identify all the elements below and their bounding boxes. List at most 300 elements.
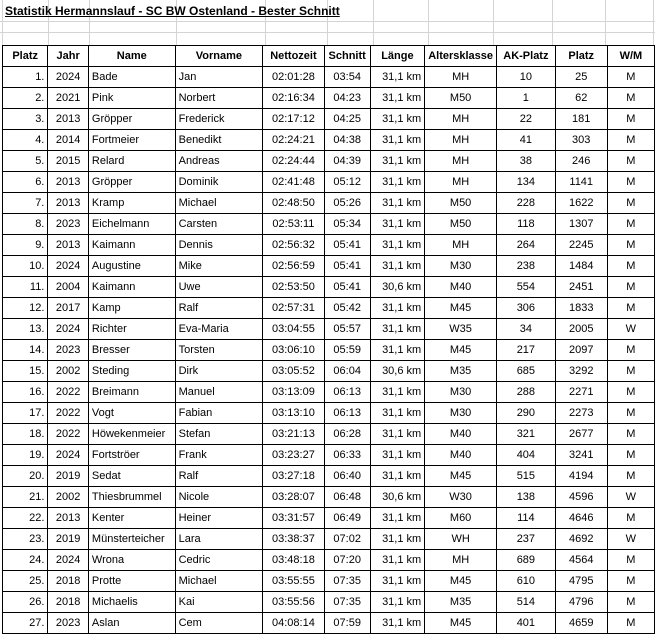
column-header-name[interactable]: Name bbox=[88, 46, 175, 67]
cell-name[interactable]: Sedat bbox=[88, 466, 175, 487]
cell-ak-platz[interactable]: 554 bbox=[497, 277, 556, 298]
cell-altersklasse[interactable]: MH bbox=[425, 130, 497, 151]
cell-name[interactable]: Pink bbox=[88, 88, 175, 109]
cell-geschlecht[interactable]: W bbox=[607, 487, 654, 508]
cell-nettozeit[interactable]: 02:48:50 bbox=[263, 193, 325, 214]
cell-name[interactable]: Richter bbox=[88, 319, 175, 340]
cell-jahr[interactable]: 2002 bbox=[48, 361, 89, 382]
cell-nettozeit[interactable]: 02:56:59 bbox=[263, 256, 325, 277]
cell-platz[interactable]: 17. bbox=[3, 403, 48, 424]
cell-geschlecht[interactable]: M bbox=[607, 361, 654, 382]
cell-jahr[interactable]: 2013 bbox=[48, 109, 89, 130]
cell-ak-platz[interactable]: 689 bbox=[497, 550, 556, 571]
cell-jahr[interactable]: 2013 bbox=[48, 235, 89, 256]
cell-jahr[interactable]: 2018 bbox=[48, 571, 89, 592]
cell-nettozeit[interactable]: 03:05:52 bbox=[263, 361, 325, 382]
cell-name[interactable]: Fortströer bbox=[88, 445, 175, 466]
cell-vorname[interactable]: Cedric bbox=[175, 550, 263, 571]
cell-jahr[interactable]: 2022 bbox=[48, 403, 89, 424]
cell-schnitt[interactable]: 05:41 bbox=[324, 235, 370, 256]
cell-gesamt-platz[interactable]: 3241 bbox=[555, 445, 607, 466]
cell-platz[interactable]: 6. bbox=[3, 172, 48, 193]
cell-altersklasse[interactable]: M45 bbox=[425, 613, 497, 634]
cell-ak-platz[interactable]: 228 bbox=[497, 193, 556, 214]
cell-nettozeit[interactable]: 02:53:11 bbox=[263, 214, 325, 235]
cell-geschlecht[interactable]: M bbox=[607, 508, 654, 529]
cell-altersklasse[interactable]: M50 bbox=[425, 88, 497, 109]
cell-platz[interactable]: 22. bbox=[3, 508, 48, 529]
cell-name[interactable]: Protte bbox=[88, 571, 175, 592]
cell-platz[interactable]: 8. bbox=[3, 214, 48, 235]
cell-geschlecht[interactable]: M bbox=[607, 172, 654, 193]
cell-laenge[interactable]: 31,1 km bbox=[370, 613, 425, 634]
cell-platz[interactable]: 27. bbox=[3, 613, 48, 634]
cell-gesamt-platz[interactable]: 1833 bbox=[555, 298, 607, 319]
cell-laenge[interactable]: 31,1 km bbox=[370, 319, 425, 340]
cell-altersklasse[interactable]: W30 bbox=[425, 487, 497, 508]
cell-laenge[interactable]: 31,1 km bbox=[370, 382, 425, 403]
cell-jahr[interactable]: 2023 bbox=[48, 214, 89, 235]
cell-platz[interactable]: 12. bbox=[3, 298, 48, 319]
cell-nettozeit[interactable]: 02:56:32 bbox=[263, 235, 325, 256]
cell-laenge[interactable]: 31,1 km bbox=[370, 298, 425, 319]
cell-ak-platz[interactable]: 38 bbox=[497, 151, 556, 172]
cell-vorname[interactable]: Manuel bbox=[175, 382, 263, 403]
cell-jahr[interactable]: 2024 bbox=[48, 319, 89, 340]
cell-name[interactable]: Kaimann bbox=[88, 235, 175, 256]
cell-ak-platz[interactable]: 515 bbox=[497, 466, 556, 487]
cell-ak-platz[interactable]: 514 bbox=[497, 592, 556, 613]
cell-schnitt[interactable]: 03:54 bbox=[324, 67, 370, 88]
cell-vorname[interactable]: Jan bbox=[175, 67, 263, 88]
cell-ak-platz[interactable]: 217 bbox=[497, 340, 556, 361]
cell-altersklasse[interactable]: M50 bbox=[425, 193, 497, 214]
cell-gesamt-platz[interactable]: 303 bbox=[555, 130, 607, 151]
cell-jahr[interactable]: 2013 bbox=[48, 193, 89, 214]
cell-ak-platz[interactable]: 401 bbox=[497, 613, 556, 634]
cell-altersklasse[interactable]: MH bbox=[425, 235, 497, 256]
cell-vorname[interactable]: Norbert bbox=[175, 88, 263, 109]
cell-platz[interactable]: 14. bbox=[3, 340, 48, 361]
cell-geschlecht[interactable]: M bbox=[607, 466, 654, 487]
cell-nettozeit[interactable]: 03:38:37 bbox=[263, 529, 325, 550]
cell-name[interactable]: Fortmeier bbox=[88, 130, 175, 151]
cell-laenge[interactable]: 31,1 km bbox=[370, 529, 425, 550]
cell-laenge[interactable]: 31,1 km bbox=[370, 235, 425, 256]
cell-gesamt-platz[interactable]: 25 bbox=[555, 67, 607, 88]
cell-vorname[interactable]: Fabian bbox=[175, 403, 263, 424]
cell-vorname[interactable]: Dominik bbox=[175, 172, 263, 193]
cell-nettozeit[interactable]: 02:16:34 bbox=[263, 88, 325, 109]
cell-nettozeit[interactable]: 02:57:31 bbox=[263, 298, 325, 319]
cell-jahr[interactable]: 2004 bbox=[48, 277, 89, 298]
cell-gesamt-platz[interactable]: 4795 bbox=[555, 571, 607, 592]
cell-ak-platz[interactable]: 610 bbox=[497, 571, 556, 592]
cell-name[interactable]: Vogt bbox=[88, 403, 175, 424]
cell-platz[interactable]: 18. bbox=[3, 424, 48, 445]
cell-schnitt[interactable]: 06:33 bbox=[324, 445, 370, 466]
cell-geschlecht[interactable]: M bbox=[607, 613, 654, 634]
cell-ak-platz[interactable]: 114 bbox=[497, 508, 556, 529]
cell-altersklasse[interactable]: M45 bbox=[425, 466, 497, 487]
cell-name[interactable]: Gröpper bbox=[88, 172, 175, 193]
cell-altersklasse[interactable]: M40 bbox=[425, 277, 497, 298]
cell-vorname[interactable]: Cem bbox=[175, 613, 263, 634]
cell-jahr[interactable]: 2024 bbox=[48, 550, 89, 571]
cell-laenge[interactable]: 31,1 km bbox=[370, 88, 425, 109]
cell-ak-platz[interactable]: 1 bbox=[497, 88, 556, 109]
cell-name[interactable]: Augustine bbox=[88, 256, 175, 277]
cell-vorname[interactable]: Ralf bbox=[175, 298, 263, 319]
cell-name[interactable]: Michaelis bbox=[88, 592, 175, 613]
cell-schnitt[interactable]: 06:40 bbox=[324, 466, 370, 487]
cell-geschlecht[interactable]: M bbox=[607, 235, 654, 256]
cell-platz[interactable]: 7. bbox=[3, 193, 48, 214]
cell-vorname[interactable]: Dirk bbox=[175, 361, 263, 382]
cell-name[interactable]: Relard bbox=[88, 151, 175, 172]
cell-vorname[interactable]: Michael bbox=[175, 571, 263, 592]
cell-jahr[interactable]: 2019 bbox=[48, 529, 89, 550]
cell-platz[interactable]: 26. bbox=[3, 592, 48, 613]
cell-name[interactable]: Münsterteicher bbox=[88, 529, 175, 550]
cell-name[interactable]: Wrona bbox=[88, 550, 175, 571]
cell-geschlecht[interactable]: M bbox=[607, 403, 654, 424]
cell-ak-platz[interactable]: 10 bbox=[497, 67, 556, 88]
cell-name[interactable]: Bresser bbox=[88, 340, 175, 361]
cell-gesamt-platz[interactable]: 4564 bbox=[555, 550, 607, 571]
cell-name[interactable]: Kamp bbox=[88, 298, 175, 319]
cell-laenge[interactable]: 31,1 km bbox=[370, 445, 425, 466]
cell-nettozeit[interactable]: 02:01:28 bbox=[263, 67, 325, 88]
cell-altersklasse[interactable]: M45 bbox=[425, 298, 497, 319]
cell-altersklasse[interactable]: WH bbox=[425, 529, 497, 550]
cell-geschlecht[interactable]: M bbox=[607, 592, 654, 613]
cell-altersklasse[interactable]: M30 bbox=[425, 256, 497, 277]
cell-geschlecht[interactable]: M bbox=[607, 340, 654, 361]
cell-nettozeit[interactable]: 03:55:56 bbox=[263, 592, 325, 613]
cell-gesamt-platz[interactable]: 1141 bbox=[555, 172, 607, 193]
cell-laenge[interactable]: 31,1 km bbox=[370, 571, 425, 592]
cell-altersklasse[interactable]: M45 bbox=[425, 571, 497, 592]
cell-laenge[interactable]: 31,1 km bbox=[370, 151, 425, 172]
cell-gesamt-platz[interactable]: 181 bbox=[555, 109, 607, 130]
cell-laenge[interactable]: 31,1 km bbox=[370, 508, 425, 529]
cell-gesamt-platz[interactable]: 2451 bbox=[555, 277, 607, 298]
cell-schnitt[interactable]: 07:35 bbox=[324, 592, 370, 613]
cell-altersklasse[interactable]: M45 bbox=[425, 340, 497, 361]
cell-laenge[interactable]: 31,1 km bbox=[370, 214, 425, 235]
cell-jahr[interactable]: 2023 bbox=[48, 340, 89, 361]
cell-schnitt[interactable]: 05:42 bbox=[324, 298, 370, 319]
cell-vorname[interactable]: Carsten bbox=[175, 214, 263, 235]
cell-jahr[interactable]: 2019 bbox=[48, 466, 89, 487]
cell-schnitt[interactable]: 05:34 bbox=[324, 214, 370, 235]
cell-jahr[interactable]: 2022 bbox=[48, 424, 89, 445]
cell-nettozeit[interactable]: 03:55:55 bbox=[263, 571, 325, 592]
cell-geschlecht[interactable]: M bbox=[607, 256, 654, 277]
cell-schnitt[interactable]: 06:04 bbox=[324, 361, 370, 382]
cell-nettozeit[interactable]: 03:04:55 bbox=[263, 319, 325, 340]
cell-schnitt[interactable]: 04:23 bbox=[324, 88, 370, 109]
cell-vorname[interactable]: Uwe bbox=[175, 277, 263, 298]
cell-platz[interactable]: 2. bbox=[3, 88, 48, 109]
cell-geschlecht[interactable]: M bbox=[607, 109, 654, 130]
cell-schnitt[interactable]: 05:41 bbox=[324, 277, 370, 298]
cell-jahr[interactable]: 2024 bbox=[48, 256, 89, 277]
cell-nettozeit[interactable]: 03:06:10 bbox=[263, 340, 325, 361]
cell-altersklasse[interactable]: MH bbox=[425, 151, 497, 172]
cell-schnitt[interactable]: 05:12 bbox=[324, 172, 370, 193]
cell-platz[interactable]: 9. bbox=[3, 235, 48, 256]
cell-vorname[interactable]: Dennis bbox=[175, 235, 263, 256]
cell-geschlecht[interactable]: M bbox=[607, 277, 654, 298]
cell-jahr[interactable]: 2002 bbox=[48, 487, 89, 508]
cell-gesamt-platz[interactable]: 2271 bbox=[555, 382, 607, 403]
cell-ak-platz[interactable]: 264 bbox=[497, 235, 556, 256]
cell-laenge[interactable]: 31,1 km bbox=[370, 550, 425, 571]
cell-platz[interactable]: 15. bbox=[3, 361, 48, 382]
cell-nettozeit[interactable]: 03:27:18 bbox=[263, 466, 325, 487]
cell-geschlecht[interactable]: M bbox=[607, 193, 654, 214]
cell-platz[interactable]: 25. bbox=[3, 571, 48, 592]
cell-gesamt-platz[interactable]: 4692 bbox=[555, 529, 607, 550]
cell-vorname[interactable]: Frank bbox=[175, 445, 263, 466]
column-header-geschlecht[interactable]: W/M bbox=[607, 46, 654, 67]
cell-gesamt-platz[interactable]: 62 bbox=[555, 88, 607, 109]
cell-vorname[interactable]: Frederick bbox=[175, 109, 263, 130]
cell-schnitt[interactable]: 07:35 bbox=[324, 571, 370, 592]
cell-geschlecht[interactable]: M bbox=[607, 298, 654, 319]
cell-laenge[interactable]: 31,1 km bbox=[370, 424, 425, 445]
cell-laenge[interactable]: 31,1 km bbox=[370, 67, 425, 88]
cell-nettozeit[interactable]: 03:28:07 bbox=[263, 487, 325, 508]
cell-vorname[interactable]: Lara bbox=[175, 529, 263, 550]
cell-geschlecht[interactable]: M bbox=[607, 67, 654, 88]
cell-gesamt-platz[interactable]: 4659 bbox=[555, 613, 607, 634]
cell-vorname[interactable]: Heiner bbox=[175, 508, 263, 529]
cell-schnitt[interactable]: 07:59 bbox=[324, 613, 370, 634]
cell-jahr[interactable]: 2023 bbox=[48, 613, 89, 634]
cell-altersklasse[interactable]: MH bbox=[425, 172, 497, 193]
cell-altersklasse[interactable]: M30 bbox=[425, 403, 497, 424]
cell-name[interactable]: Aslan bbox=[88, 613, 175, 634]
cell-platz[interactable]: 21. bbox=[3, 487, 48, 508]
cell-name[interactable]: Steding bbox=[88, 361, 175, 382]
cell-laenge[interactable]: 31,1 km bbox=[370, 256, 425, 277]
cell-platz[interactable]: 4. bbox=[3, 130, 48, 151]
cell-name[interactable]: Eichelmann bbox=[88, 214, 175, 235]
cell-laenge[interactable]: 31,1 km bbox=[370, 340, 425, 361]
cell-nettozeit[interactable]: 03:48:18 bbox=[263, 550, 325, 571]
cell-ak-platz[interactable]: 237 bbox=[497, 529, 556, 550]
cell-altersklasse[interactable]: MH bbox=[425, 67, 497, 88]
cell-schnitt[interactable]: 04:25 bbox=[324, 109, 370, 130]
cell-laenge[interactable]: 31,1 km bbox=[370, 403, 425, 424]
cell-name[interactable]: Kramp bbox=[88, 193, 175, 214]
column-header-platz[interactable]: Platz bbox=[3, 46, 48, 67]
cell-altersklasse[interactable]: M40 bbox=[425, 424, 497, 445]
cell-gesamt-platz[interactable]: 3292 bbox=[555, 361, 607, 382]
cell-geschlecht[interactable]: M bbox=[607, 130, 654, 151]
cell-nettozeit[interactable]: 03:13:09 bbox=[263, 382, 325, 403]
cell-ak-platz[interactable]: 288 bbox=[497, 382, 556, 403]
cell-name[interactable]: Thiesbrummel bbox=[88, 487, 175, 508]
cell-altersklasse[interactable]: M35 bbox=[425, 361, 497, 382]
cell-platz[interactable]: 19. bbox=[3, 445, 48, 466]
cell-gesamt-platz[interactable]: 4194 bbox=[555, 466, 607, 487]
cell-ak-platz[interactable]: 306 bbox=[497, 298, 556, 319]
column-header-vorname[interactable]: Vorname bbox=[175, 46, 263, 67]
cell-platz[interactable]: 1. bbox=[3, 67, 48, 88]
cell-nettozeit[interactable]: 03:13:10 bbox=[263, 403, 325, 424]
cell-jahr[interactable]: 2017 bbox=[48, 298, 89, 319]
cell-nettozeit[interactable]: 02:41:48 bbox=[263, 172, 325, 193]
cell-platz[interactable]: 23. bbox=[3, 529, 48, 550]
cell-laenge[interactable]: 31,1 km bbox=[370, 466, 425, 487]
cell-altersklasse[interactable]: M30 bbox=[425, 382, 497, 403]
cell-laenge[interactable]: 30,6 km bbox=[370, 277, 425, 298]
cell-gesamt-platz[interactable]: 1484 bbox=[555, 256, 607, 277]
cell-altersklasse[interactable]: MH bbox=[425, 109, 497, 130]
cell-gesamt-platz[interactable]: 2245 bbox=[555, 235, 607, 256]
cell-altersklasse[interactable]: M40 bbox=[425, 445, 497, 466]
cell-ak-platz[interactable]: 685 bbox=[497, 361, 556, 382]
cell-platz[interactable]: 20. bbox=[3, 466, 48, 487]
cell-gesamt-platz[interactable]: 2677 bbox=[555, 424, 607, 445]
cell-geschlecht[interactable]: W bbox=[607, 319, 654, 340]
cell-nettozeit[interactable]: 03:21:13 bbox=[263, 424, 325, 445]
column-header-gesamt-platz[interactable]: Platz bbox=[555, 46, 607, 67]
cell-jahr[interactable]: 2024 bbox=[48, 445, 89, 466]
cell-jahr[interactable]: 2018 bbox=[48, 592, 89, 613]
column-header-altersklasse[interactable]: Altersklasse bbox=[425, 46, 497, 67]
cell-laenge[interactable]: 30,6 km bbox=[370, 361, 425, 382]
cell-geschlecht[interactable]: M bbox=[607, 382, 654, 403]
cell-vorname[interactable]: Mike bbox=[175, 256, 263, 277]
column-header-ak-platz[interactable]: AK-Platz bbox=[497, 46, 556, 67]
cell-altersklasse[interactable]: M35 bbox=[425, 592, 497, 613]
cell-nettozeit[interactable]: 03:31:57 bbox=[263, 508, 325, 529]
cell-geschlecht[interactable]: M bbox=[607, 550, 654, 571]
cell-jahr[interactable]: 2015 bbox=[48, 151, 89, 172]
cell-laenge[interactable]: 31,1 km bbox=[370, 172, 425, 193]
cell-schnitt[interactable]: 05:57 bbox=[324, 319, 370, 340]
cell-laenge[interactable]: 30,6 km bbox=[370, 487, 425, 508]
cell-laenge[interactable]: 31,1 km bbox=[370, 193, 425, 214]
cell-ak-platz[interactable]: 118 bbox=[497, 214, 556, 235]
cell-gesamt-platz[interactable]: 4596 bbox=[555, 487, 607, 508]
cell-ak-platz[interactable]: 41 bbox=[497, 130, 556, 151]
cell-schnitt[interactable]: 06:13 bbox=[324, 382, 370, 403]
cell-altersklasse[interactable]: MH bbox=[425, 550, 497, 571]
cell-schnitt[interactable]: 04:38 bbox=[324, 130, 370, 151]
cell-geschlecht[interactable]: M bbox=[607, 88, 654, 109]
cell-geschlecht[interactable]: W bbox=[607, 529, 654, 550]
cell-laenge[interactable]: 31,1 km bbox=[370, 109, 425, 130]
cell-schnitt[interactable]: 07:02 bbox=[324, 529, 370, 550]
column-header-nettozeit[interactable]: Nettozeit bbox=[263, 46, 325, 67]
cell-geschlecht[interactable]: M bbox=[607, 571, 654, 592]
cell-gesamt-platz[interactable]: 246 bbox=[555, 151, 607, 172]
cell-gesamt-platz[interactable]: 2097 bbox=[555, 340, 607, 361]
cell-name[interactable]: Bade bbox=[88, 67, 175, 88]
column-header-laenge[interactable]: Länge bbox=[370, 46, 425, 67]
cell-altersklasse[interactable]: M60 bbox=[425, 508, 497, 529]
cell-vorname[interactable]: Eva-Maria bbox=[175, 319, 263, 340]
cell-schnitt[interactable]: 05:41 bbox=[324, 256, 370, 277]
cell-gesamt-platz[interactable]: 1307 bbox=[555, 214, 607, 235]
cell-nettozeit[interactable]: 04:08:14 bbox=[263, 613, 325, 634]
cell-ak-platz[interactable]: 138 bbox=[497, 487, 556, 508]
cell-schnitt[interactable]: 06:48 bbox=[324, 487, 370, 508]
cell-schnitt[interactable]: 07:20 bbox=[324, 550, 370, 571]
cell-platz[interactable]: 24. bbox=[3, 550, 48, 571]
cell-schnitt[interactable]: 06:28 bbox=[324, 424, 370, 445]
cell-vorname[interactable]: Ralf bbox=[175, 466, 263, 487]
cell-jahr[interactable]: 2022 bbox=[48, 382, 89, 403]
cell-vorname[interactable]: Kai bbox=[175, 592, 263, 613]
cell-schnitt[interactable]: 05:59 bbox=[324, 340, 370, 361]
cell-laenge[interactable]: 31,1 km bbox=[370, 592, 425, 613]
cell-gesamt-platz[interactable]: 4796 bbox=[555, 592, 607, 613]
cell-jahr[interactable]: 2021 bbox=[48, 88, 89, 109]
cell-gesamt-platz[interactable]: 2273 bbox=[555, 403, 607, 424]
cell-laenge[interactable]: 31,1 km bbox=[370, 130, 425, 151]
cell-schnitt[interactable]: 05:26 bbox=[324, 193, 370, 214]
cell-ak-platz[interactable]: 22 bbox=[497, 109, 556, 130]
column-header-schnitt[interactable]: Schnitt bbox=[324, 46, 370, 67]
cell-jahr[interactable]: 2024 bbox=[48, 67, 89, 88]
cell-geschlecht[interactable]: M bbox=[607, 445, 654, 466]
cell-jahr[interactable]: 2013 bbox=[48, 172, 89, 193]
cell-vorname[interactable]: Stefan bbox=[175, 424, 263, 445]
cell-jahr[interactable]: 2013 bbox=[48, 508, 89, 529]
cell-gesamt-platz[interactable]: 4646 bbox=[555, 508, 607, 529]
cell-ak-platz[interactable]: 290 bbox=[497, 403, 556, 424]
cell-vorname[interactable]: Nicole bbox=[175, 487, 263, 508]
cell-nettozeit[interactable]: 02:17:12 bbox=[263, 109, 325, 130]
cell-schnitt[interactable]: 06:49 bbox=[324, 508, 370, 529]
cell-platz[interactable]: 16. bbox=[3, 382, 48, 403]
cell-jahr[interactable]: 2014 bbox=[48, 130, 89, 151]
cell-platz[interactable]: 13. bbox=[3, 319, 48, 340]
cell-vorname[interactable]: Michael bbox=[175, 193, 263, 214]
cell-name[interactable]: Breimann bbox=[88, 382, 175, 403]
cell-ak-platz[interactable]: 321 bbox=[497, 424, 556, 445]
cell-ak-platz[interactable]: 404 bbox=[497, 445, 556, 466]
cell-schnitt[interactable]: 04:39 bbox=[324, 151, 370, 172]
cell-nettozeit[interactable]: 02:24:21 bbox=[263, 130, 325, 151]
cell-name[interactable]: Höwekenmeier bbox=[88, 424, 175, 445]
cell-geschlecht[interactable]: M bbox=[607, 424, 654, 445]
cell-vorname[interactable]: Andreas bbox=[175, 151, 263, 172]
cell-gesamt-platz[interactable]: 2005 bbox=[555, 319, 607, 340]
cell-altersklasse[interactable]: W35 bbox=[425, 319, 497, 340]
cell-geschlecht[interactable]: M bbox=[607, 214, 654, 235]
cell-schnitt[interactable]: 06:13 bbox=[324, 403, 370, 424]
column-header-jahr[interactable]: Jahr bbox=[48, 46, 89, 67]
cell-geschlecht[interactable]: M bbox=[607, 151, 654, 172]
cell-ak-platz[interactable]: 134 bbox=[497, 172, 556, 193]
cell-nettozeit[interactable]: 03:23:27 bbox=[263, 445, 325, 466]
cell-ak-platz[interactable]: 34 bbox=[497, 319, 556, 340]
cell-name[interactable]: Kenter bbox=[88, 508, 175, 529]
cell-vorname[interactable]: Benedikt bbox=[175, 130, 263, 151]
cell-platz[interactable]: 5. bbox=[3, 151, 48, 172]
cell-ak-platz[interactable]: 238 bbox=[497, 256, 556, 277]
cell-altersklasse[interactable]: M50 bbox=[425, 214, 497, 235]
cell-nettozeit[interactable]: 02:53:50 bbox=[263, 277, 325, 298]
